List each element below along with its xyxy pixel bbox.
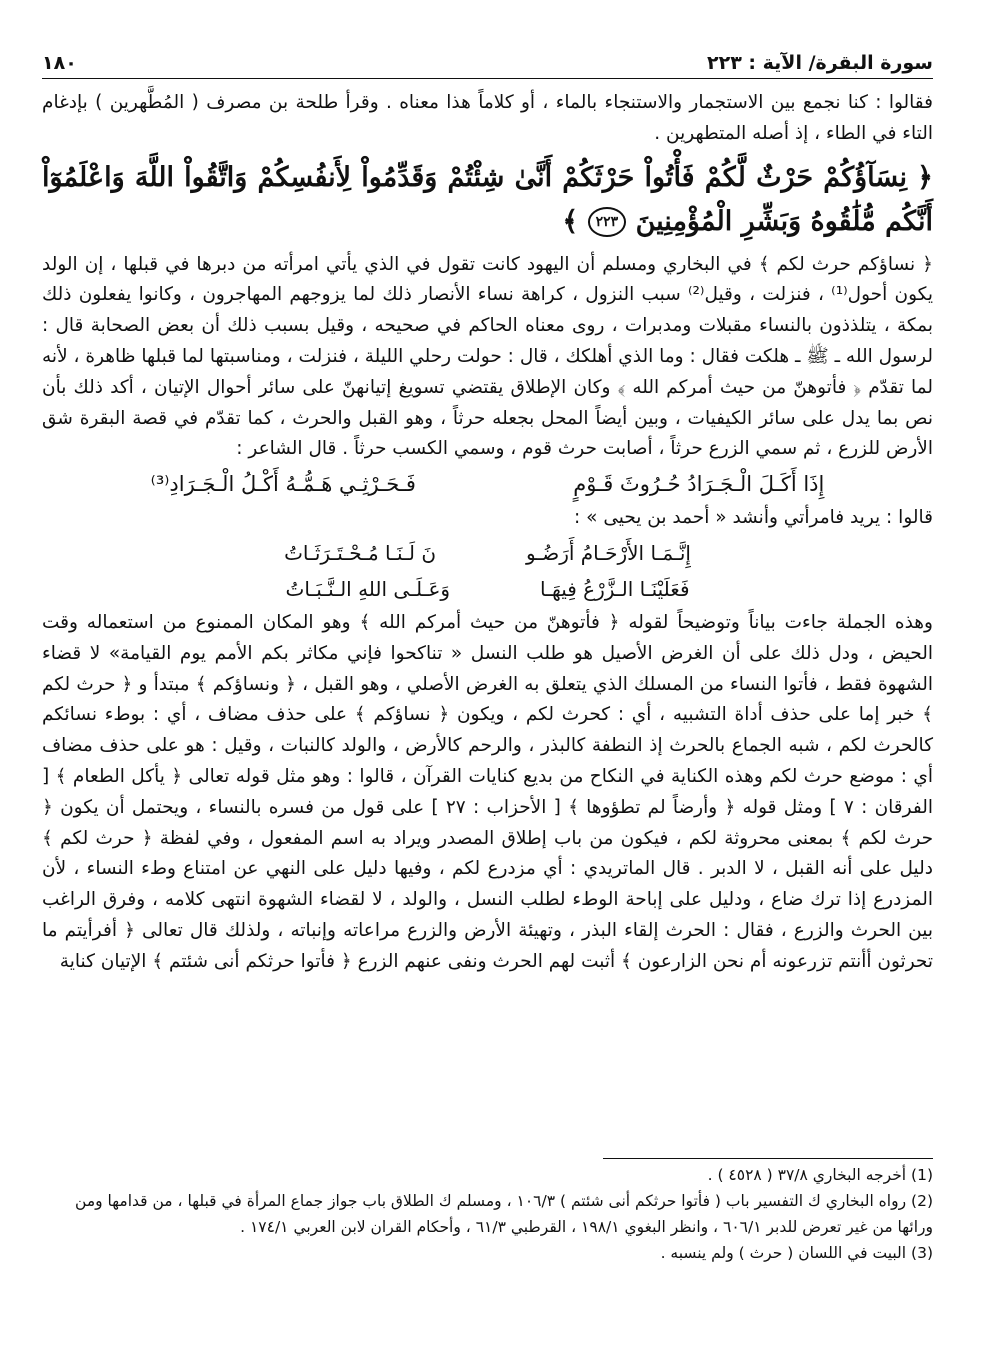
poem-hemistich-left: وَعَـلَـى اللهِ الـنَّـبَـاتُ xyxy=(285,576,451,601)
poem-verse-2-line-2 xyxy=(42,572,933,606)
footnote-divider xyxy=(603,1158,933,1159)
verse-text: ﴿ نِسَآؤُكُمْ حَرْثٌ لَّكُمْ فَأْتُواْ حَرْثَكُمْ أَنَّىٰ شِئْتُمْ وَقَدِّمُواْ لِأَنفُسِكُمْ وَاتَّقُواْ اللَّهَ وَاعْلَمُوٓاْ أَنَّكُم مُّلَٰقُوهُ وَبَشِّرِ الْمُؤْمِنِينَ xyxy=(42,161,933,237)
poem-hemistich-right: إِذَا أَكَـلَ الْـجَـرَادُ حُـرُوثَ قَـوْمٍ xyxy=(573,472,825,497)
ayah-number-badge: ٢٢٣ xyxy=(588,207,627,237)
verse-close-bracket: ﴾ xyxy=(562,205,579,237)
footnotes xyxy=(42,1162,933,1266)
page-number: ١٨٠ xyxy=(42,52,77,74)
footnote-1: (1) أخرجه البخاري ٣٧/٨ ( ٤٥٢٨ ) . xyxy=(707,1166,933,1184)
poem-intro-line: قالوا : يريد فامرأتي وأنشد « أحمد بن يحيى » : xyxy=(574,507,933,529)
quran-verse xyxy=(42,156,933,244)
poem-hemistich-left: نَ لَـنَـا مُـحْـتَـرَثَـاتُ xyxy=(284,540,437,565)
commentary-paragraph-2: وهذه الجملة جاءت بياناً وتوضيحاً لقوله ﴿ فأتوهنّ من حيث أمركم الله ﴾ وهو المكان الممنوع من استعماله وقت الحيض ، ودل ذلك على أن الغرض الأصيل هو طلب النسل « تناكحوا فإني مكاثر بكم الأمم يوم القيامة» لا قضاء الشهوة فقط ، فأتوا النساء من المسلك الذي يتعلق به الغرض الأصلي ، وهو القبل ، ﴿ ونساؤكم ﴾ مبتدأ و ﴿ حرث لكم ﴾ خبر إما على حذف أداة التشبيه ، أي : كحرث لكم ، ويكون ﴿ نساؤكم ﴾ على حذف مضاف ، أي : بوطء نسائكم كالحرث لكم ، شبه الجماع بالحرث إذ النطفة كالبذر ، والرحم كالأرض ، والولد كالنبات ، وقيل : هو على حذف مضاف أي : موضع حرث لكم وهذه الكناية في النكاح من بديع كنايات القرآن ، قالوا : وهو مثل قوله تعالى ﴿ يأكل الطعام ﴾ [ الفرقان : ٧ ] ومثل قوله ﴿ وأرضاً لم تطؤوها ﴾ [ الأحزاب : ٢٧ ] على قول من فسره بالنساء ، ويحتمل أن يكون ﴿ حرث لكم ﴾ بمعنى محروثة لكم ، فيكون من باب إطلاق المصدر ويراد به اسم المفعول ، وفي لفظة ﴿ حرث لكم ﴾ دليل على أنه القبل ، لا الدبر . قال الماتريدي : أي مزدرع لكم ، وفيها دليل على النهي عن امتناع وطء النساء ، لأن المزدرع إذا ترك ضاع ، ودليل على إباحة الوطء لطلب النسل ، والولد ، لا لقضاء الشهوة انتهى كلامه ، وفرق الراغب بين الحرث والزرع ، فقال : الحرث إلقاء البذر ، وتهيئة الأرض والزرع مراعاته وإنباته ، ولذلك قال تعالى ﴿ أفرأيتم ما تحرثون أأنتم تزرعونه أم نحن الزارعون ﴾ أثبت لهم الحرث ونفى عنهم الزرع ﴿ فأتوا حرثكم أنى شئتم ﴾ الإتيان كناية xyxy=(42,611,933,972)
poem-verse-1 xyxy=(42,467,933,501)
page-header xyxy=(42,38,933,79)
main-text xyxy=(42,88,933,978)
commentary-paragraph-1: ﴿ نساؤكم حرث لكم ﴾ في البخاري ومسلم أن اليهود كانت تقول في الذي يأتي امرأته من دبرها في قبلها ، إن الولد يكون أحول⁽¹⁾ ، فنزلت ، وقيل⁽²⁾ سبب النزول ، كراهة نساء الأنصار ذلك لما يزوجهم المهاجرون ، وكانوا يفعلون ذلك بمكة ، يتلذذون بالنساء مقبلات ومدبرات ، روى معناه الحاكم في صحيحه ، وقيل بسبب ذلك أن بعض الصحابة قال : لرسول الله ـ ﷺ ـ هلكت فقال : وما الذي أهلكك ، قال : حولت رحلي الليلة ، فنزلت ، ومناسبتها لما قبلها ظاهرة ، لأنه لما تقدّم ﴿ فأتوهنّ من حيث أمركم الله ﴾ وكان الإطلاق يقتضي تسويغ إتيانهنّ على سائر أحوال الإتيان ، أكد ذلك بأن نص بما يدل على سائر الكيفيات ، وبين أيضاً المحل بجعله حرثاً ، وهو القبل والحرث ، كما تقدّم في قصة البقرة شق الأرض للزرع ، ثم سمي الزرع حرثاً ، أصابت حرث قوم ، وسمي الكسب حرثاً . قال الشاعر : xyxy=(42,253,934,460)
poem-hemistich-right: إِنَّـمَـا الأَرْحَـامُ أَرَضُـو xyxy=(526,540,691,565)
poem-verse-2-line-1 xyxy=(42,536,933,570)
intro-paragraph: فقالوا : كنا نجمع بين الاستجمار والاستنجاء بالماء ، أو كلاماً هذا معناه . وقرأ طلحة بن مصرف ( المُطَّهرين ) بإدغام التاء في الطاء ، إذ أصله المتطهرين . xyxy=(42,92,933,144)
surah-reference: سورة البقرة/ الآية : ٢٢٣ xyxy=(707,52,933,74)
footnote-2: (2) رواه البخاري ك التفسير باب ( فأتوا حرثكم أنى شئتم ) ١٠٦/٣ ، ومسلم ك الطلاق باب جواز جماع المرأة في قبلها ، من قدامها ومن ورائها من غير تعرض للدبر ٦٠٦/١ ، وانظر البغوي ١٩٨/١ ، القرطبي ٦١/٣ ، وأحكام القران لابن العربي ١٧٤/١ . xyxy=(75,1192,933,1236)
footnote-3: (3) البيت في اللسان ( حرث ) ولم ينسبه . xyxy=(660,1244,933,1262)
poem-hemistich-left: فَـحَـرْثِـي هَـمُّـهُ أَكْـلُ الْـجَـرَادِ⁽³⁾ xyxy=(150,472,416,497)
poem-hemistich-right: فَعَلَيْنَـا الـزَّرْعُ فِيهَـا xyxy=(540,576,690,601)
